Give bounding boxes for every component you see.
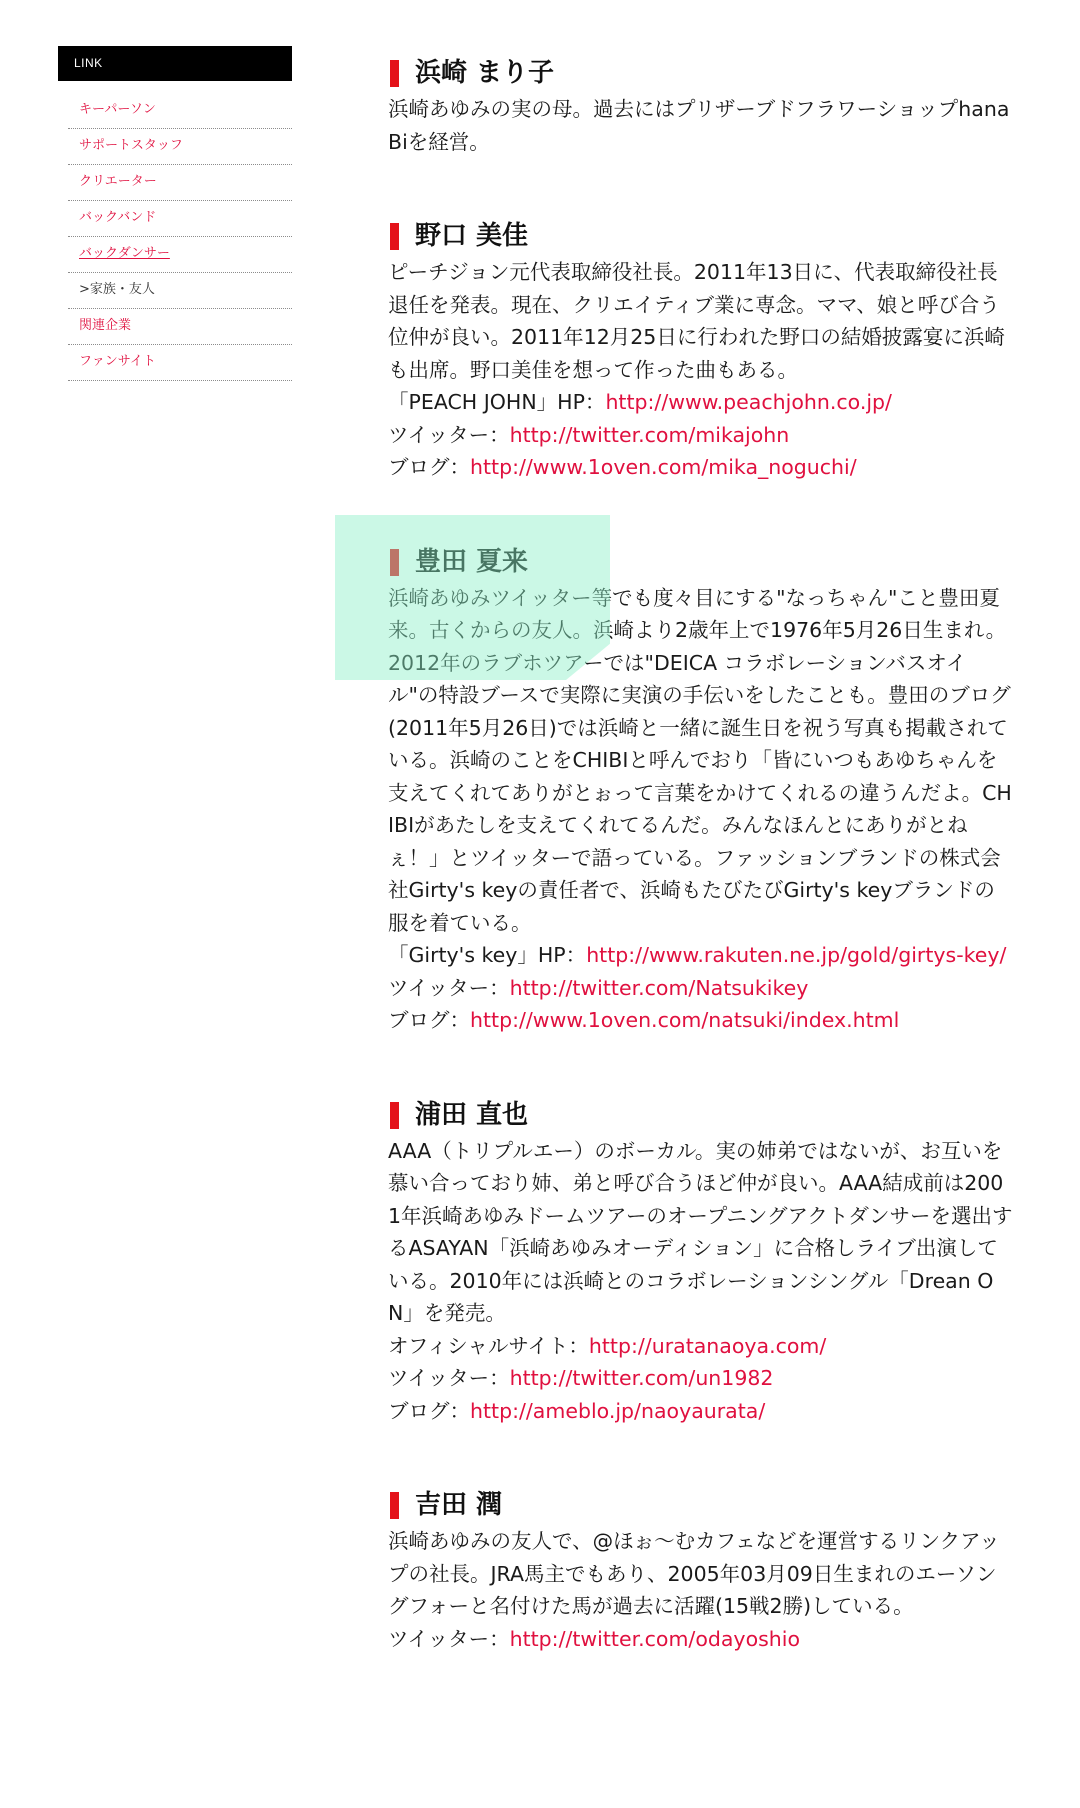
person-entry — [388, 1485, 1014, 1655]
twitter-link[interactable]: http://twitter.com/un1982 — [509, 1366, 774, 1390]
person-name-text: 吉田 潤 — [415, 1490, 503, 1520]
link-line — [388, 1004, 1014, 1037]
link-line — [388, 1395, 1014, 1428]
homepage-link[interactable]: http://www.rakuten.ne.jp/gold/girtys-key/ — [586, 943, 1007, 967]
link-line — [388, 386, 1014, 419]
blog-link[interactable]: http://ameblo.jp/naoyaurata/ — [470, 1398, 766, 1423]
sidebar-nav — [58, 81, 292, 381]
link-line — [388, 419, 1014, 452]
link-label: ツイッター： — [388, 422, 510, 447]
sidebar-item-key-person[interactable]: キーパーソン — [68, 93, 292, 129]
person-name-text: 豊田 夏来 — [415, 546, 529, 577]
person-name — [388, 542, 1014, 582]
twitter-link[interactable]: http://twitter.com/mikajohn — [509, 422, 790, 447]
homepage-link[interactable]: http://www.peachjohn.co.jp/ — [605, 390, 892, 414]
person-name — [388, 53, 1014, 93]
person-name-text: 浜崎 まり子 — [415, 58, 555, 88]
person-entry — [388, 53, 1014, 158]
twitter-link[interactable]: http://twitter.com/odayoshio — [509, 1626, 801, 1651]
link-line — [388, 451, 1014, 484]
person-name — [388, 1485, 1014, 1525]
sidebar-header: LINK — [58, 46, 292, 81]
main-content — [388, 53, 1014, 1713]
link-line — [388, 1362, 1014, 1395]
link-line — [388, 1330, 1014, 1363]
sidebar-item-fan-sites[interactable]: ファンサイト — [68, 345, 292, 381]
link-line — [388, 972, 1014, 1005]
sidebar-item-back-dancer[interactable]: バックダンサー — [68, 237, 292, 273]
title-bar-icon — [390, 223, 399, 250]
person-entry — [388, 216, 1014, 484]
sidebar — [58, 46, 292, 381]
link-label: ツイッター： — [388, 975, 510, 1000]
link-line — [388, 939, 1014, 972]
person-description: 浜崎あゆみの友人で、@ほぉ～むカフェなどを運営するリンクアップの社長。JRA馬主でもあり、2005年03月09日生まれのエーソングフォーと名付けた馬が過去に活躍(15戦2勝)している。 — [388, 1529, 1000, 1618]
title-bar-icon — [390, 1492, 399, 1519]
sidebar-item-related-companies[interactable]: 関連企業 — [68, 309, 292, 345]
person-name-text: 野口 美佳 — [415, 221, 529, 251]
sidebar-item-family-friends: >家族・友人 — [68, 273, 292, 309]
link-label: ブログ： — [388, 1398, 470, 1423]
title-bar-icon — [390, 1102, 399, 1129]
person-name — [388, 1095, 1014, 1135]
link-label: ブログ： — [388, 455, 470, 479]
official-site-link[interactable]: http://uratanaoya.com/ — [588, 1333, 827, 1358]
title-bar-icon — [390, 549, 399, 576]
person-entry — [388, 542, 1014, 1037]
sidebar-item-support-staff[interactable]: サポートスタッフ — [68, 129, 292, 165]
person-description: AAA（トリプルエー）のボーカル。実の姉弟ではないが、お互いを慕い合っており姉、弟と呼び合うほど仲が良い。AAA結成前は2001年浜崎あゆみドームツアーのオープニングアクトダンサーを選出するASAYAN「浜崎あゆみオーディション」に合格しライブ出演している。2010年には浜崎とのコラボレーションシングル「Drean ON」を発売。 — [388, 1138, 1013, 1325]
person-description: ピーチジョン元代表取締役社長。2011年13日に、代表取締役社長退任を発表。現在、クリエイティブ業に専念。ママ、娘と呼び合う位仲が良い。2011年12月25日に行われた野口の結婚披露宴に浜崎も出席。野口美佳を想って作った曲もある。 — [388, 260, 1005, 382]
link-line — [388, 1623, 1014, 1656]
blog-link[interactable]: http://www.1oven.com/natsuki/index.html — [470, 1008, 900, 1032]
twitter-link[interactable]: http://twitter.com/Natsukikey — [509, 975, 809, 1000]
link-label: ツイッター： — [388, 1366, 510, 1390]
link-label: 「Girty's key」HP： — [388, 943, 587, 967]
person-name — [388, 216, 1014, 256]
link-label: ブログ： — [388, 1008, 470, 1032]
link-label: ツイッター： — [388, 1626, 510, 1651]
link-label: オフィシャルサイト： — [388, 1333, 589, 1358]
person-entry — [388, 1095, 1014, 1428]
person-name-text: 浦田 直也 — [415, 1099, 529, 1130]
sidebar-item-creator[interactable]: クリエーター — [68, 165, 292, 201]
link-label: 「PEACH JOHN」HP： — [388, 390, 606, 414]
sidebar-item-back-band[interactable]: バックバンド — [68, 201, 292, 237]
blog-link[interactable]: http://www.1oven.com/mika_noguchi/ — [470, 455, 857, 479]
person-description: 浜崎あゆみの実の母。過去にはプリザーブドフラワーショップhanaBiを経営。 — [388, 97, 1010, 154]
person-description: 浜崎あゆみツイッター等でも度々目にする"なっちゃん"こと豊田夏来。古くからの友人。浜崎より2歳年上で1976年5月26日生まれ。2012年のラブホツアーでは"DEICA コラボレーションバスオイル"の特設ブースで実際に実演の手伝いをしたことも。豊田のブログ(2011年5月26日)では浜崎と一緒に誕生日を祝う写真も掲載されている。浜崎のことをCHIBIと呼んでおり「皆にいつもあゆちゃんを支えてくれてありがとぉって言葉をかけてくれるの違うんだよ。CHIBIがあたしを支えてくれてるんだ。みんなほんとにありがとねぇ！」とツイッターで語っている。ファッションブランドの株式会社Girty's keyの責任者で、浜崎もたびたびGirty's keyブランドの服を着ている。 — [388, 585, 1012, 935]
title-bar-icon — [390, 60, 399, 87]
